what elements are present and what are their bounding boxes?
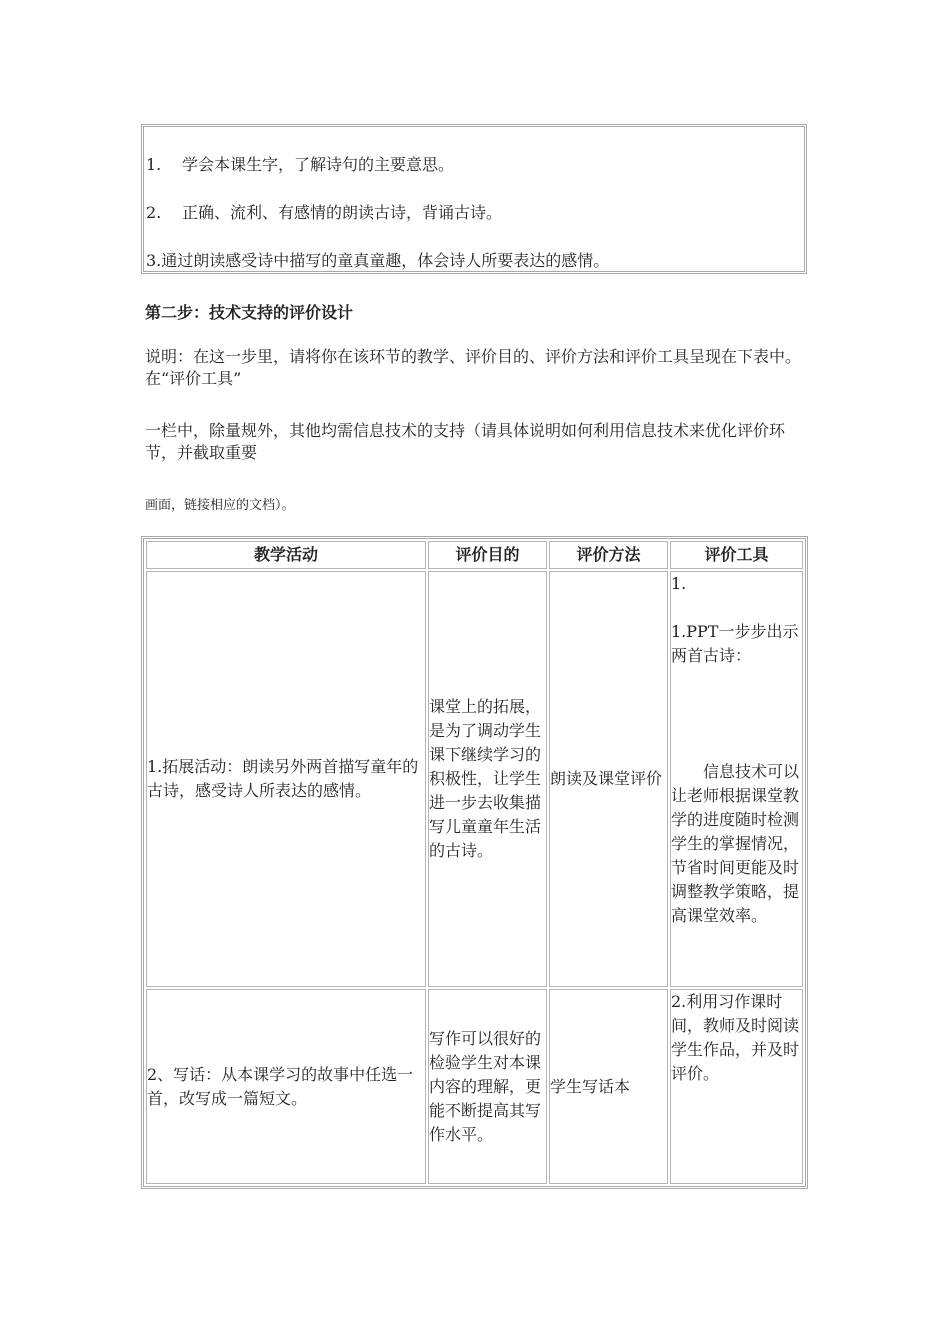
method-cell: 学生写话本 [549, 989, 668, 1184]
header-tool: 评价工具 [670, 541, 803, 569]
purpose-cell: 写作可以很好的检验学生对本课内容的理解，更能不断提高其写作水平。 [428, 989, 547, 1184]
tool-cell [670, 571, 803, 987]
activity-cell: 1.拓展活动：朗读另外两首描写童年的古诗，感受诗人所表达的感情。 [146, 571, 426, 987]
description-paragraph: 说明：在这一步里，请将你在该环节的教学、评价目的、评价方法和评价工具呈现在下表中。在“评价工具” [145, 347, 802, 388]
tool-number: 1. [671, 574, 687, 593]
table-header-row [146, 541, 803, 569]
description-note: 画面，链接相应的文档）。 [145, 498, 295, 513]
objective-item: 2. 正确、流利、有感情的朗读古诗，背诵古诗。 [146, 203, 503, 222]
objective-item: 3.通过朗读感受诗中描写的童真童趣，体会诗人所要表达的感情。 [146, 251, 610, 270]
header-activity: 教学活动 [146, 541, 426, 569]
method-cell: 朗读及课堂评价 [549, 571, 668, 987]
table-row [146, 989, 803, 1184]
tool-line: 1.PPT一步步出示两首古诗： [671, 622, 799, 665]
tool-cell: 2.利用习作课时间，教师及时阅读学生作品，并及时评价。 [670, 989, 803, 1184]
objectives-box [141, 124, 807, 274]
evaluation-table [141, 536, 808, 1189]
description-paragraph: 一栏中，除量规外，其他均需信息技术的支持（请具体说明如何利用信息技术来优化评价环节，并截取重要 [145, 421, 786, 462]
objective-item: 1. 学会本课生字，了解诗句的主要意思。 [146, 155, 455, 174]
activity-cell: 2、写话：从本课学习的故事中任选一首，改写成一篇短文。 [146, 989, 426, 1184]
table-row [146, 571, 803, 987]
header-method: 评价方法 [549, 541, 668, 569]
tool-detail: 信息技术可以让老师根据课堂教学的进度随时检测学生的掌握情况，节省时间更能及时调整教学策略，提高课堂效率。 [671, 762, 800, 925]
step-heading: 第二步：技术支持的评价设计 [145, 303, 354, 322]
purpose-cell: 课堂上的拓展，是为了调动学生课下继续学习的积极性，让学生进一步去收集描写儿童童年生活的古诗。 [428, 571, 547, 987]
header-purpose: 评价目的 [428, 541, 547, 569]
